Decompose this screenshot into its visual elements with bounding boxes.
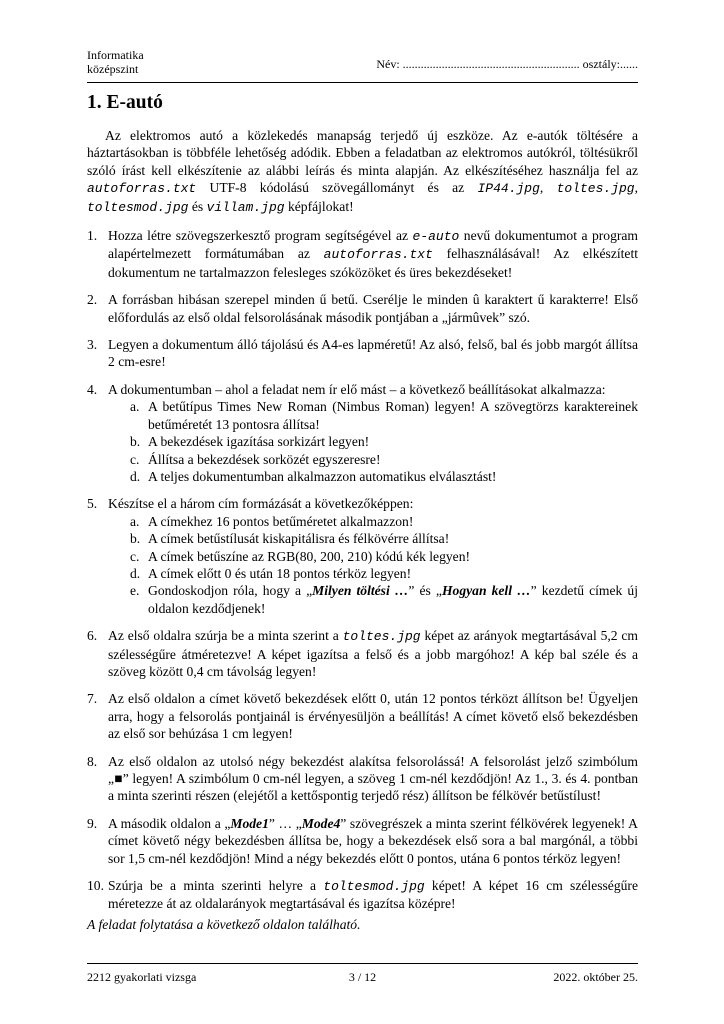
file-villam: villam.jpg [206, 199, 285, 215]
subject-label [87, 48, 144, 76]
task-item-7: 7. Az első oldalon a címet követő bekezdések előtt 0, után 12 pontos térközt állítson be! Ügyeljen arra, hogy a felsorolás pontjainál is érvényesüljön a beállítás! A címet követő első bekezdésben az első sor behúzása 1 cm legyen! [87, 691, 638, 742]
task-list [87, 227, 638, 913]
task-item-10: 10. Szúrja be a minta szerinti helyre a toltesmod.jpg képet! A képet 16 cm szélességűre méretezze át az oldalarányok megtartásával és igazítsa középre! [87, 878, 638, 912]
task-item-3: 3. Legyen a dokumentum álló tájolású és A4-es lapméretű! Az alsó, felső, bal és jobb margót állítsa 2 cm-esre! [87, 337, 638, 370]
exam-code: 2212 gyakorlati vizsga [87, 970, 197, 984]
subtask-5b: b. A címek betűstílusát kiskapitálisra és félkövérre állítsa! [130, 531, 450, 547]
file-ip44: IP44.jpg [477, 181, 540, 197]
intro-paragraph: Az elektromos autó a közlekedés manapság terjedő új eszköze. Az e-autók töltésére a háztartásokban is többféle lehetőség adódik. Ebben a feladatban az elektromos autókról, töltésükről szóló írást kell elkészítenie az alábbi leírás és minta alapján. Az elkészítéséhez használja fel az autoforras.txt UTF-8 kódolású szövegállományt és az IP44.jpg, toltes.jpg, toltesmod.jpg és villam.jpg képfájlokat! [87, 128, 639, 215]
exam-page [87, 48, 638, 923]
subtask-5e: e. Gondoskodjon róla, hogy a „Milyen töltési …” és „Hogyan kell …” kezdetű címek új oldalon kezdődjenek! [130, 583, 638, 616]
subtask-4a: a. A betűtípus Times New Roman (Nimbus Roman) legyen! A szövegtörzs karaktereinek betűméretét 13 pontosra állítsa! [130, 399, 638, 432]
task-item-8: 8. Az első oldalon az utolsó négy bekezdést alakítsa felsorolássá! A felsorolást jelző szimbólum „■” legyen! A szimbólum 0 cm-nél legyen, a szöveg 1 cm-nél kezdődjön! Az 1., 3. és 4. pontban a minta szerinti részen (elejétől a kettőspontig terjedő rész) állítson be félkövér betűstílust! [87, 753, 638, 804]
subtask-5c: c. A címek betűszíne az RGB(80, 200, 210) kódú kék legyen! [130, 548, 471, 564]
file-toltes: toltes.jpg [556, 181, 635, 197]
subtask-4c: c. Állítsa a bekezdések sorközét egyszeresre! [130, 451, 381, 467]
task-item-9: 9. A második oldalon a „Mode1” … „Mode4” szövegrészek a minta szerint félkövérek legyenek! A címet követő négy bekezdésben állítsa be, hogy a bekezdések első sora a bal margónál, a többi sor 1,5 cm-nél kezdődjön! Mind a négy bekezdés előtt 0 pontos, utána 6 pontos térköz legyen! [87, 815, 638, 866]
task-item-6: 6. Az első oldalra szúrja be a minta szerint a toltes.jpg képet az arányok megtartásával 5,2 cm szélességűre átméretezve! A képet igazítsa a felső és a jobb margóhoz! A kép bal széle és a szöveg között 0,4 cm távolság legyen! [87, 628, 639, 679]
subtask-5d: d. A címek előtt 0 és után 18 pontos térköz legyen! [130, 565, 412, 581]
task-item-4: 4. A dokumentumban – ahol a feladat nem ír elő mást – a következő beállításokat alkalmazza: a. A betűtípus Times New Roman (Nimbus Roman) legyen! A szövegtörzs karaktereinek betűméretét 13 pontosra állítsa! b. A bekezdések igazítása sorkizárt legyen! c. Állítsa a bekezdések sorközét egyszeresre! d. A teljes dokumentumban alkalmazzon automatikus elválasztást! [87, 381, 638, 484]
page-number: 3 / 12 [348, 970, 377, 984]
subject-line1: Informatika [87, 48, 144, 62]
task-title: 1. E-autó [87, 92, 163, 113]
subject-line2: középszint [87, 62, 139, 76]
page-header [87, 48, 638, 83]
task-item-1: 1. Hozza létre szövegszerkesztő program segítségével az e-auto nevű dokumentumot a program alapértelmezett formátumában az autoforras.txt felhasználásával! Az elkészített dokumentum ne tartalmazzon felesleges szóközöket és üres bekezdéseket! [87, 228, 638, 280]
task-item-2: 2. A forrásban hibásan szerepel minden ű betű. Cserélje le minden û karaktert ű karakterre! Első előfordulás az első oldal felsorolásának második pontjában a „jármûvek” szó. [87, 292, 638, 325]
subtask-5a: a. A címekhez 16 pontos betűméretet alkalmazzon! [130, 513, 414, 529]
task-item-5: 5. Készítse el a három cím formázását a következőképpen: a. A címekhez 16 pontos betűméretet alkalmazzon! b. A címek betűstílusát kiskapitálisra és félkövérre állítsa! c. A címek betűszíne az RGB(80, 200, 210) kódú kék legyen! d. A címek előtt 0 és után 18 pontos térköz legyen! e. Gondoskodjon róla, hogy a „Milyen töltési …” és „Hogyan kell …” kezdetű címek új oldalon kezdődjenek! [87, 496, 638, 616]
name-class-line: Név: ........................................................... osztály:...... [376, 57, 638, 71]
file-toltesmod: toltesmod.jpg [87, 199, 189, 215]
file-autoforras: autoforras.txt [87, 181, 197, 197]
task-4-sublist [108, 398, 638, 485]
task-5-sublist [108, 513, 638, 617]
subtask-4d: d. A teljes dokumentumban alkalmazzon automatikus elválasztást! [130, 468, 497, 484]
page-footer [87, 963, 638, 984]
exam-date: 2022. október 25. [553, 970, 638, 984]
continue-note: A feladat folytatása a következő oldalon található. [87, 917, 361, 932]
subtask-4b: b. A bekezdések igazítása sorkizárt legyen! [130, 434, 370, 450]
